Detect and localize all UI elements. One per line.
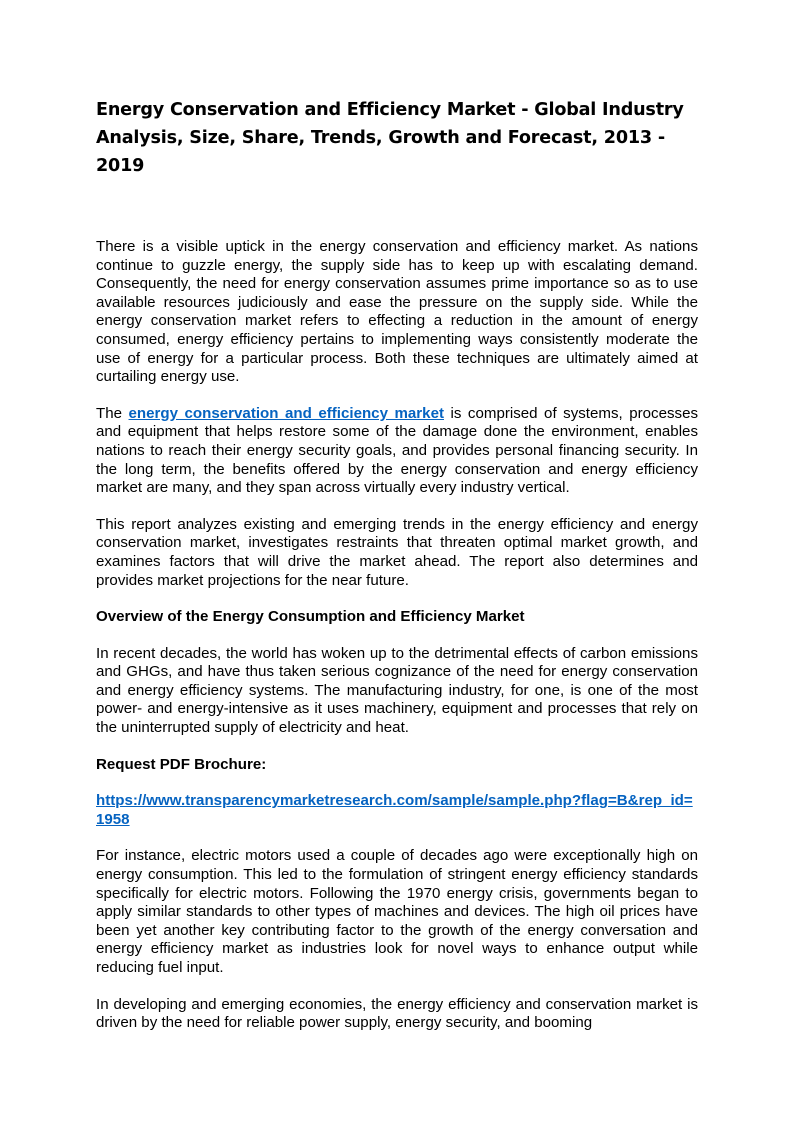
paragraph-report-scope: This report analyzes existing and emerging trends in the energy efficiency and energy conservation market, investigates restraints that threaten optimal market growth, and examines factors that will drive the market ahead. The report also determines and provides market projections for the near future.	[96, 515, 698, 589]
section-heading-brochure: Request PDF Brochure:	[96, 755, 267, 773]
paragraph-text: The	[96, 404, 129, 422]
document-page	[96, 96, 698, 1051]
paragraph-intro: There is a visible uptick in the energy conservation and efficiency market. As nations continue to guzzle energy, the supply side has to keep up with escalating demand. Consequently, the need for energy conservation assumes prime importance so as to use available resources judiciously and ease the pressure on the supply side. While the energy conservation market refers to effecting a reduction in the amount of energy consumed, energy efficiency pertains to implementing ways consistently moderate the use of energy for a particular process. Both these techniques are ultimately aimed at curtailing energy use.	[96, 238, 698, 386]
brochure-link[interactable]: https://www.transparencymarketresearch.com/sample/sample.php?flag=B&rep_id=1958	[96, 792, 693, 828]
market-link[interactable]: energy conservation and efficiency market	[128, 404, 444, 422]
paragraph-text: is comprised of systems, processes and equipment that helps restore some of the damage done the environment, enables nations to reach their energy security goals, and provides personal financing security. In the long term, the benefits offered by the energy conservation and energy efficiency market are many, and they span across virtually every industry vertical.	[96, 404, 699, 497]
brochure-link-wrapper	[96, 792, 698, 829]
paragraph-market-definition	[96, 405, 698, 498]
document-title: Energy Conservation and Efficiency Market - Global Industry Analysis, Size, Share, Trends, Growth and Forecast, 2013 - 2019	[96, 100, 684, 176]
paragraph-overview: In recent decades, the world has woken up to the detrimental effects of carbon emissions and GHGs, and have thus taken serious cognizance of the need for energy conservation and energy efficiency systems. The manufacturing industry, for one, is one of the most power- and energy-intensive as it uses machinery, equipment and processes that rely on the uninterrupted supply of electricity and heat.	[96, 644, 698, 737]
section-heading-overview: Overview of the Energy Consumption and Efficiency Market	[96, 608, 525, 626]
document-body	[96, 238, 698, 1033]
paragraph-developing-economies: In developing and emerging economies, the energy efficiency and conservation market is driven by the need for reliable power supply, energy security, and booming	[96, 995, 698, 1032]
paragraph-electric-motors: For instance, electric motors used a couple of decades ago were exceptionally high on energy consumption. This led to the formulation of stringent energy efficiency standards specifically for electric motors. Following the 1970 energy crisis, governments began to apply similar standards to other types of machines and devices. The high oil prices have been yet another key contributing factor to the growth of the energy conversation and energy efficiency market as industries look for novel ways to enhance output while reducing fuel input.	[96, 847, 698, 976]
